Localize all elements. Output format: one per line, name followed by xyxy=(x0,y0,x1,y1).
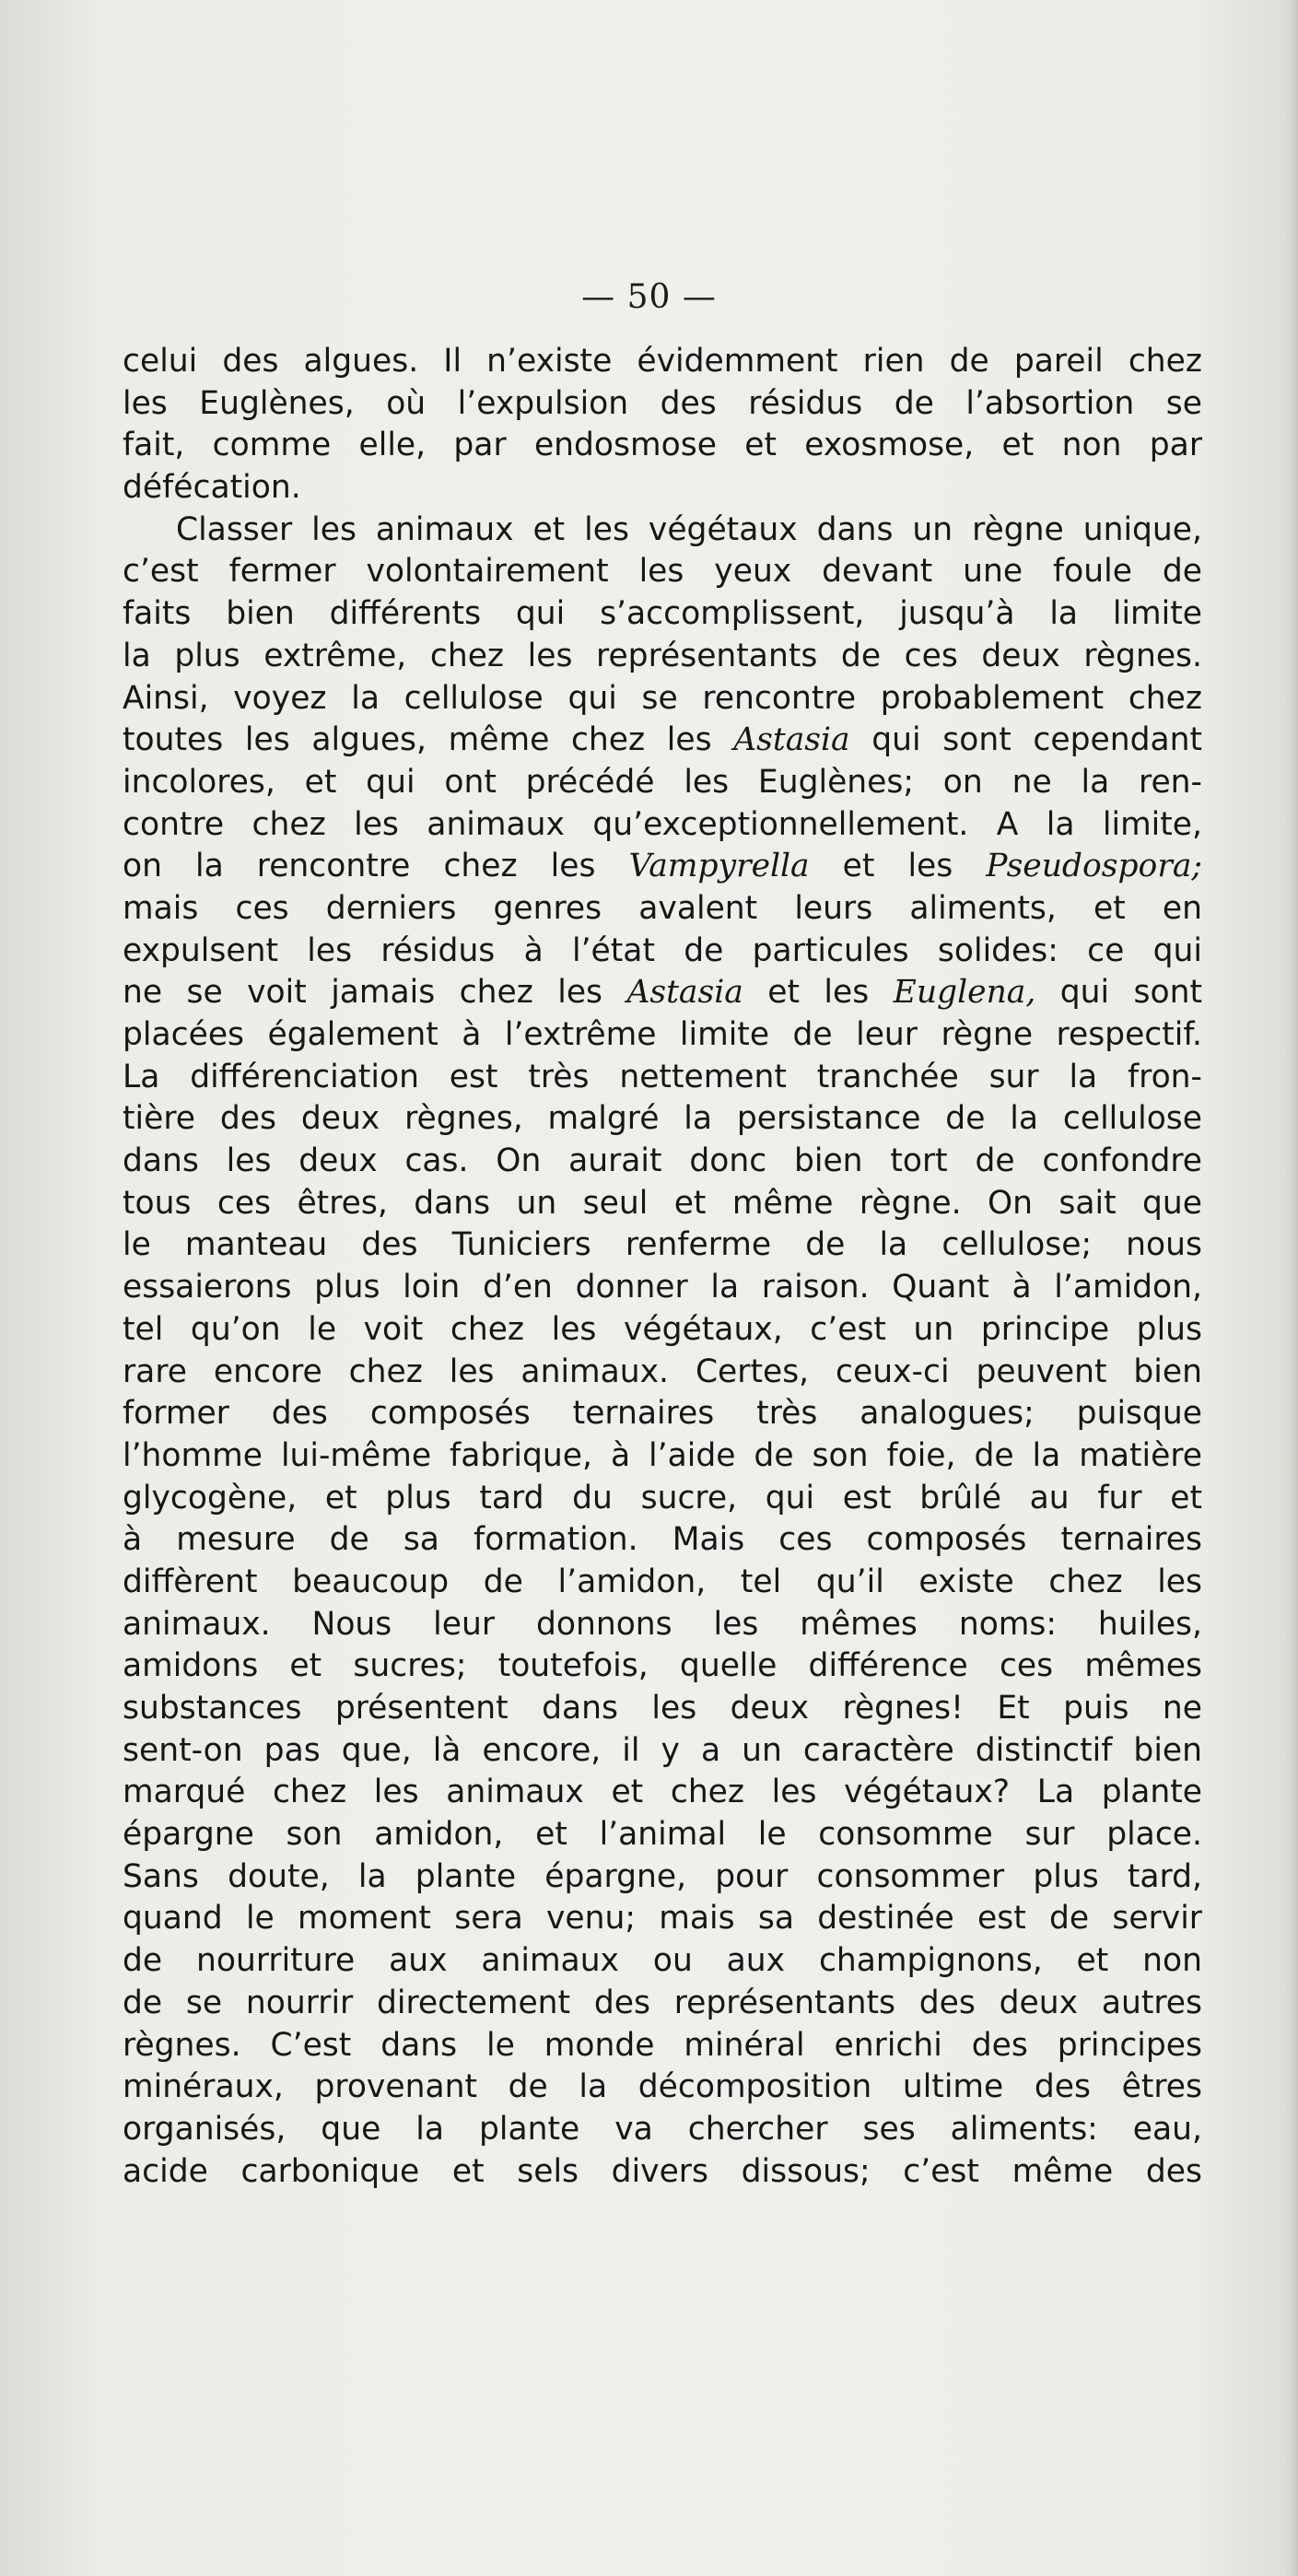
text-run: fait, comme elle, par endosmose et exosmose, et non par xyxy=(123,427,1202,464)
text-line xyxy=(123,1856,1202,1899)
text-line xyxy=(123,804,1202,847)
text-run: et les xyxy=(743,974,894,1012)
text-run: dans les deux cas. On aurait donc bien tort de confondre xyxy=(123,1142,1202,1180)
text-run: sent-on pas que, là encore, il y a un caractère distinctif bien xyxy=(123,1731,1202,1769)
text-line xyxy=(123,1772,1202,1814)
text-run: Sans doute, la plante épargne, pour consommer plus tard, xyxy=(123,1857,1202,1895)
text-line xyxy=(123,383,1202,426)
text-line xyxy=(123,1983,1202,2025)
body-text xyxy=(123,341,1202,2193)
text-run: La différenciation est très nettement tranchée sur la fron- xyxy=(123,1058,1202,1095)
text-line xyxy=(123,1098,1202,1141)
text-run: épargne son amidon, et l’animal le consomme sur place. xyxy=(123,1816,1202,1854)
text-line xyxy=(123,1562,1202,1604)
text-run: Classer les animaux et les végétaux dans un règne unique, xyxy=(176,510,1202,548)
text-run: diffèrent beaucoup de l’amidon, tel qu’il existe chez les xyxy=(123,1563,1202,1600)
text-run: les Euglènes, où l’expulsion des résidus de l’absortion se xyxy=(123,384,1202,422)
text-run: rare encore chez les animaux. Certes, ceux-ci peuvent bien xyxy=(123,1352,1202,1390)
text-run: Ainsi, voyez la cellulose qui se rencontre probablement chez xyxy=(123,679,1202,717)
text-run: faits bien différents qui s’accomplissent, jusqu’à la limite xyxy=(123,595,1202,633)
page-number: — 50 — xyxy=(581,278,717,316)
text-run: tous ces êtres, dans un seul et même règne. On sait que xyxy=(123,1184,1202,1222)
text-line xyxy=(123,2025,1202,2067)
text-line xyxy=(123,2151,1202,2194)
text-run: minéraux, provenant de la décomposition ultime des êtres xyxy=(123,2068,1202,2106)
text-line xyxy=(123,1352,1202,1394)
text-line xyxy=(123,1898,1202,1940)
text-line xyxy=(123,1224,1202,1267)
italic-taxon-name: Vampyrella xyxy=(628,848,810,885)
text-line xyxy=(123,931,1202,973)
text-line xyxy=(123,509,1202,552)
text-line xyxy=(123,1393,1202,1435)
text-run: former des composés ternaires très analogues; puisque xyxy=(123,1395,1202,1433)
text-run: le manteau des Tuniciers renferme de la cellulose; nous xyxy=(123,1226,1202,1264)
text-run: essaierons plus loin d’en donner la raison. Quant à l’amidon, xyxy=(123,1269,1202,1306)
italic-taxon-name: Astasia xyxy=(733,721,850,759)
text-run: expulsent les résidus à l’état de particules solides: ce qui xyxy=(123,931,1202,969)
text-run: ne se voit jamais chez les xyxy=(123,974,627,1012)
text-line xyxy=(123,1604,1202,1646)
text-line xyxy=(123,1183,1202,1225)
text-line xyxy=(123,678,1202,720)
text-line xyxy=(123,720,1202,762)
text-line xyxy=(123,1057,1202,1099)
text-run: placées également à l’extrême limite de leur règne respectif. xyxy=(123,1016,1202,1053)
italic-taxon-name: Pseudospora; xyxy=(986,848,1202,885)
text-run: règnes. C’est dans le monde minéral enrichi des principes xyxy=(123,2026,1202,2064)
text-line xyxy=(123,846,1202,888)
text-run: organisés, que la plante va chercher ses aliments: eau, xyxy=(123,2110,1202,2148)
text-line xyxy=(123,636,1202,678)
text-line xyxy=(123,341,1202,383)
text-run: marqué chez les animaux et chez les végétaux? La plante xyxy=(123,1774,1202,1811)
page-edge-shadow xyxy=(1285,0,1298,2576)
text-line xyxy=(123,1730,1202,1773)
text-run: à mesure de sa formation. Mais ces composés ternaires xyxy=(123,1521,1202,1559)
text-run: amidons et sucres; toutefois, quelle différence ces mêmes xyxy=(123,1647,1202,1685)
text-run: l’homme lui-même fabrique, à l’aide de son foie, de la matière xyxy=(123,1436,1202,1474)
text-run: qui sont cependant xyxy=(849,721,1202,759)
text-run: défécation. xyxy=(123,469,301,507)
text-run: la plus extrême, chez les représentants de ces deux règnes. xyxy=(123,637,1202,674)
text-run: et les xyxy=(809,848,987,885)
text-line xyxy=(123,1267,1202,1309)
text-line xyxy=(123,1645,1202,1688)
text-line xyxy=(123,1688,1202,1730)
text-run: celui des algues. Il n’existe évidemment rien de pareil chez xyxy=(123,343,1202,380)
text-line xyxy=(123,1519,1202,1562)
text-run: c’est fermer volontairement les yeux devant une foule de xyxy=(123,553,1202,591)
text-line xyxy=(123,467,1202,509)
text-run: de nourriture aux animaux ou aux champignons, et non xyxy=(123,1942,1202,1980)
text-run: contre chez les animaux qu’exceptionnellement. A la limite, xyxy=(123,805,1202,843)
text-line xyxy=(123,1141,1202,1183)
text-line xyxy=(123,1940,1202,1983)
text-line xyxy=(123,1814,1202,1856)
text-line xyxy=(123,593,1202,636)
text-line xyxy=(123,425,1202,467)
text-line xyxy=(123,2109,1202,2151)
text-run: tel qu’on le voit chez les végétaux, c’est un principe plus xyxy=(123,1310,1202,1348)
text-line xyxy=(123,1309,1202,1352)
text-line xyxy=(123,1478,1202,1520)
text-line xyxy=(123,1014,1202,1057)
text-run: animaux. Nous leur donnons les mêmes noms: huiles, xyxy=(123,1605,1202,1643)
text-line xyxy=(123,888,1202,931)
text-line xyxy=(123,2067,1202,2109)
text-line xyxy=(123,972,1202,1014)
text-run: substances présentent dans les deux règnes! Et puis ne xyxy=(123,1690,1202,1727)
text-run: on la rencontre chez les xyxy=(123,848,629,885)
text-line xyxy=(123,1435,1202,1478)
italic-taxon-name: Euglena, xyxy=(893,974,1036,1012)
text-run: toutes les algues, même chez les xyxy=(123,721,734,759)
text-run: glycogène, et plus tard du sucre, qui est brûlé au fur et xyxy=(123,1479,1202,1516)
text-run: incolores, et qui ont précédé les Euglènes; on ne la ren- xyxy=(123,763,1202,801)
text-line xyxy=(123,551,1202,593)
text-run: tière des deux règnes, malgré la persistance de la cellulose xyxy=(123,1100,1202,1138)
text-run: quand le moment sera venu; mais sa destinée est de servir xyxy=(123,1900,1202,1938)
text-run: acide carbonique et sels divers dissous; c’est même des xyxy=(123,2152,1202,2190)
text-line xyxy=(123,762,1202,804)
text-run: de se nourrir directement des représentants des deux autres xyxy=(123,1984,1202,2021)
text-run: mais ces derniers genres avalent leurs aliments, et en xyxy=(123,889,1202,927)
text-run: qui sont xyxy=(1035,974,1202,1012)
italic-taxon-name: Astasia xyxy=(626,974,743,1012)
